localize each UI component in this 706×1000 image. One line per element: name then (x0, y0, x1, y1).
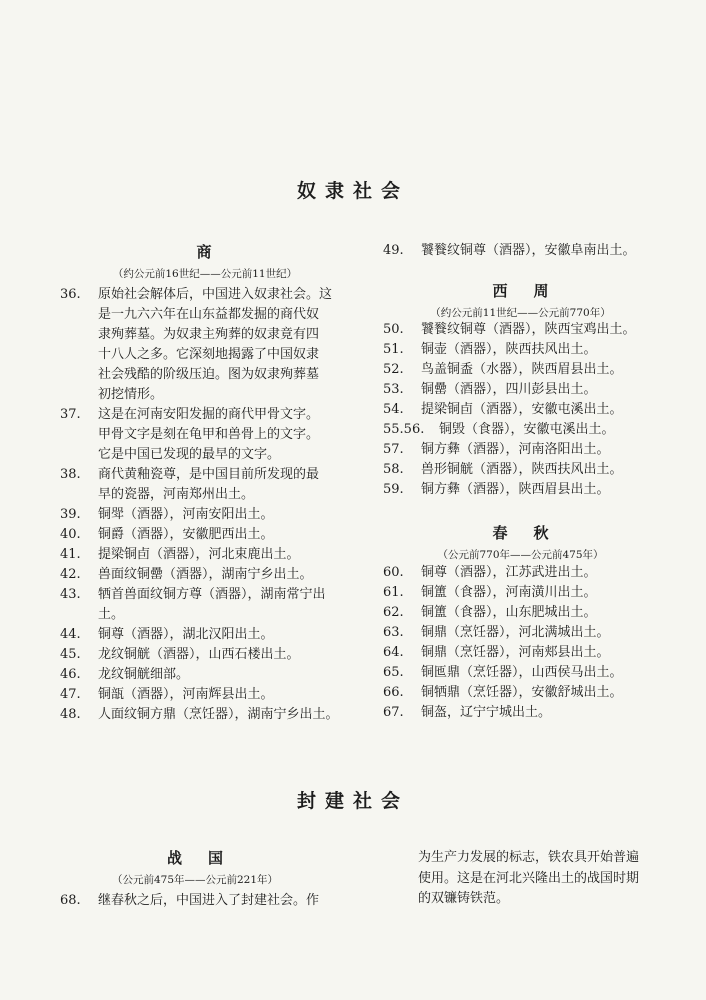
entry-line: 饕餮纹铜尊（酒器），陕西宝鸡出土。 (421, 322, 636, 337)
entry-line: 铜毁（食器），安徽屯溪出土。 (439, 422, 615, 437)
entry-text (98, 705, 350, 725)
entry-number: 48. (60, 707, 81, 722)
entry-text (421, 380, 658, 400)
entry-item (60, 505, 350, 525)
entry-line: 土。 (98, 607, 125, 622)
entry-number: 53. (383, 382, 404, 397)
period-dates: （公元前475年——公元前221年） (111, 874, 279, 886)
entry-text (98, 685, 350, 705)
entry-number: 68. (60, 893, 81, 908)
entry-number: 58. (383, 462, 404, 477)
shang-entry-list (60, 285, 350, 725)
entry-item (60, 465, 350, 505)
section-title-feudal-society: 封建社会 (296, 790, 409, 812)
entry-text (421, 340, 658, 360)
entry-line: 初挖情形。 (98, 387, 164, 402)
entry-number: 37. (60, 407, 81, 422)
entry-text (98, 505, 350, 525)
entry-text (421, 400, 658, 420)
entry-text (421, 583, 658, 603)
entry-item (60, 565, 350, 585)
period-dates: （约公元前11世纪——公元前770年） (430, 307, 611, 319)
entry-line: 铜盔，辽宁宁城出土。 (421, 705, 552, 720)
entry-number: 45. (60, 647, 81, 662)
xizhou-entry-list (383, 320, 658, 500)
continuation-line: 使用。这是在河北兴隆出土的战国时期 (418, 870, 640, 886)
entry-text (98, 665, 350, 685)
entry-line: 继春秋之后，中国进入了封建社会。作 (98, 893, 320, 908)
continuation-line: 为生产力发展的标志，铁农具开始普遍 (418, 850, 640, 865)
entry-item (60, 285, 350, 405)
entry-number: 63. (383, 625, 404, 640)
entry-line: 鸟盖铜盉（水器），陕西眉县出土。 (421, 362, 623, 377)
entry-number: 42. (60, 567, 81, 582)
entry-text (98, 465, 350, 505)
entry-text (421, 703, 658, 723)
entry-number: 67. (383, 705, 404, 720)
entry-number: 66. (383, 685, 404, 700)
entry-number: 61. (383, 585, 404, 600)
entry-item (383, 563, 658, 583)
period-name: 西周 (492, 282, 575, 300)
entry-text (421, 643, 658, 663)
entry-text (98, 645, 350, 665)
entry-line: 铜簠（食器），山东肥城出土。 (421, 605, 597, 620)
entry-line: 铜爵（酒器），安徽肥西出土。 (98, 527, 274, 542)
entry-item (60, 585, 350, 625)
entry-line: 龙纹铜觥细部。 (98, 667, 190, 682)
entry-text (421, 563, 658, 583)
entry-item (383, 603, 658, 623)
entry-number: 52. (383, 362, 404, 377)
entry-text (98, 891, 350, 911)
chunqiu-entry-list (383, 563, 658, 723)
entry-item (383, 663, 658, 683)
entry-number: 64. (383, 645, 404, 660)
entry-number: 57. (383, 442, 404, 457)
entry-text (98, 545, 350, 565)
entry-item (383, 241, 658, 261)
entry-item (60, 525, 350, 545)
entry-line: 兽面纹铜罍（酒器），湖南宁乡出土。 (98, 567, 313, 582)
entry-line: 这是在河南安阳发掘的商代甲骨文字。 (98, 407, 320, 422)
entry-number: 39. (60, 507, 81, 522)
entry-line: 提梁铜卣（酒器），安徽屯溪出土。 (421, 402, 623, 417)
entry-text (98, 525, 350, 545)
entry-text (98, 585, 350, 625)
entry-number: 51. (383, 342, 404, 357)
entry-text (421, 603, 658, 623)
section-title-slave-society: 奴隶社会 (296, 180, 409, 202)
period-zhanguo (60, 846, 330, 890)
entry-line: 原始社会解体后，中国进入奴隶社会。这 (98, 287, 333, 302)
entry-item (383, 643, 658, 663)
entry-number: 47. (60, 687, 81, 702)
entry-item (383, 320, 658, 340)
entry-line: 铜鼎（烹饪器），河北满城出土。 (421, 625, 610, 640)
entry-line: 社会残酷的阶级压迫。图为奴隶殉葬墓 (98, 367, 320, 382)
entry-number: 65. (383, 665, 404, 680)
zhanguo-entry-list (60, 891, 350, 911)
entry-line: 早的瓷器，河南郑州出土。 (98, 487, 255, 502)
entry-68-continuation (418, 848, 678, 910)
entry-line: 它是中国已发现的最早的文字。 (98, 447, 281, 462)
entry-line: 铜牺鼎（烹饪器），安徽舒城出土。 (421, 685, 623, 700)
period-xizhou (383, 279, 658, 323)
entry-number: 44. (60, 627, 81, 642)
entry-number: 54. (383, 402, 404, 417)
entry-number: 41. (60, 547, 81, 562)
entry-text (421, 440, 658, 460)
entry-line: 兽形铜觥（酒器），陕西扶风出土。 (421, 462, 623, 477)
entry-text (421, 480, 658, 500)
entry-line: 甲骨文字是刻在龟甲和兽骨上的文字。 (98, 427, 320, 442)
entry-text (421, 623, 658, 643)
entry-line: 龙纹铜觥（酒器），山西石楼出土。 (98, 647, 300, 662)
entry-number: 50. (383, 322, 404, 337)
entry-line: 铜斝（酒器），河南安阳出土。 (98, 507, 274, 522)
entry-line: 是一九六六年在山东益都发掘的商代奴 (98, 307, 320, 322)
entry-text (98, 565, 350, 585)
entry-item (383, 683, 658, 703)
entry-item (60, 645, 350, 665)
entry-number: 46. (60, 667, 81, 682)
entry-text (421, 320, 658, 340)
entry-number: 49. (383, 243, 404, 258)
entry-item (383, 703, 658, 723)
period-name: 商 (196, 243, 214, 261)
entry-item (383, 460, 658, 480)
entry-item (383, 340, 658, 360)
entry-line: 铜鼎（烹饪器），河南郏县出土。 (421, 645, 610, 660)
entry-text (421, 683, 658, 703)
entry-number: 36. (60, 287, 81, 302)
entry-text (439, 420, 658, 440)
entry-item (60, 625, 350, 645)
entry-line: 牺首兽面纹铜方尊（酒器），湖南常宁出 (98, 587, 326, 602)
entry-item (60, 685, 350, 705)
period-dates: （约公元前16世纪——公元前11世纪） (112, 268, 298, 280)
entry-item (383, 380, 658, 400)
entry-item (383, 623, 658, 643)
entry-line: 十八人之多。它深刻地揭露了中国奴隶 (98, 347, 320, 362)
entry-item (383, 360, 658, 380)
continuation-line: 的双镰铸铁范。 (418, 891, 510, 906)
entry-line: 人面纹铜方鼎（烹饪器），湖南宁乡出土。 (98, 707, 339, 722)
entry-line: 铜瓿（酒器），河南辉县出土。 (98, 687, 274, 702)
entry-item (60, 705, 350, 725)
entry-text (421, 241, 658, 261)
entry-line: 铜罍（酒器），四川彭县出土。 (421, 382, 597, 397)
entry-item (60, 405, 350, 465)
period-chunqiu (383, 521, 658, 565)
entry-line: 铜尊（酒器），湖北汉阳出土。 (98, 627, 274, 642)
right-top-entry-list (383, 241, 658, 261)
entry-number: 60. (383, 565, 404, 580)
entry-number: 38. (60, 467, 81, 482)
entry-line: 铜匜鼎（烹饪器），山西侯马出土。 (421, 665, 623, 680)
entry-item (60, 545, 350, 565)
entry-item (383, 583, 658, 603)
entry-item (383, 440, 658, 460)
entry-text (421, 360, 658, 380)
entry-number: 59. (383, 482, 404, 497)
entry-item (383, 400, 658, 420)
entry-line: 提梁铜卣（酒器），河北束鹿出土。 (98, 547, 300, 562)
entry-item (60, 665, 350, 685)
entry-number: 62. (383, 605, 404, 620)
entry-line: 铜壶（酒器），陕西扶风出土。 (421, 342, 597, 357)
entry-text (98, 285, 350, 405)
entry-item (383, 420, 658, 440)
entry-item (383, 480, 658, 500)
period-dates: （公元前770年——公元前475年） (437, 549, 604, 561)
entry-line: 饕餮纹铜尊（酒器），安徽阜南出土。 (421, 243, 636, 258)
entry-line: 铜尊（酒器），江苏武进出土。 (421, 565, 597, 580)
entry-item (60, 891, 350, 911)
entry-line: 铜簠（食器），河南潢川出土。 (421, 585, 597, 600)
entry-line: 商代黄釉瓷尊，是中国目前所发现的最 (98, 467, 320, 482)
entry-text (98, 625, 350, 645)
entry-line: 铜方彝（酒器），陕西眉县出土。 (421, 482, 610, 497)
entry-line: 隶殉葬墓。为奴隶主殉葬的奴隶竟有四 (98, 327, 320, 342)
entry-text (421, 460, 658, 480)
entry-text (421, 663, 658, 683)
period-name: 春秋 (492, 524, 575, 542)
entry-text (98, 405, 350, 465)
entry-line: 铜方彝（酒器），河南洛阳出土。 (421, 442, 610, 457)
entry-number: 40. (60, 527, 81, 542)
period-shang (60, 240, 350, 284)
entry-number: 55.56. (383, 422, 425, 437)
period-name: 战国 (166, 849, 249, 867)
entry-number: 43. (60, 587, 81, 602)
